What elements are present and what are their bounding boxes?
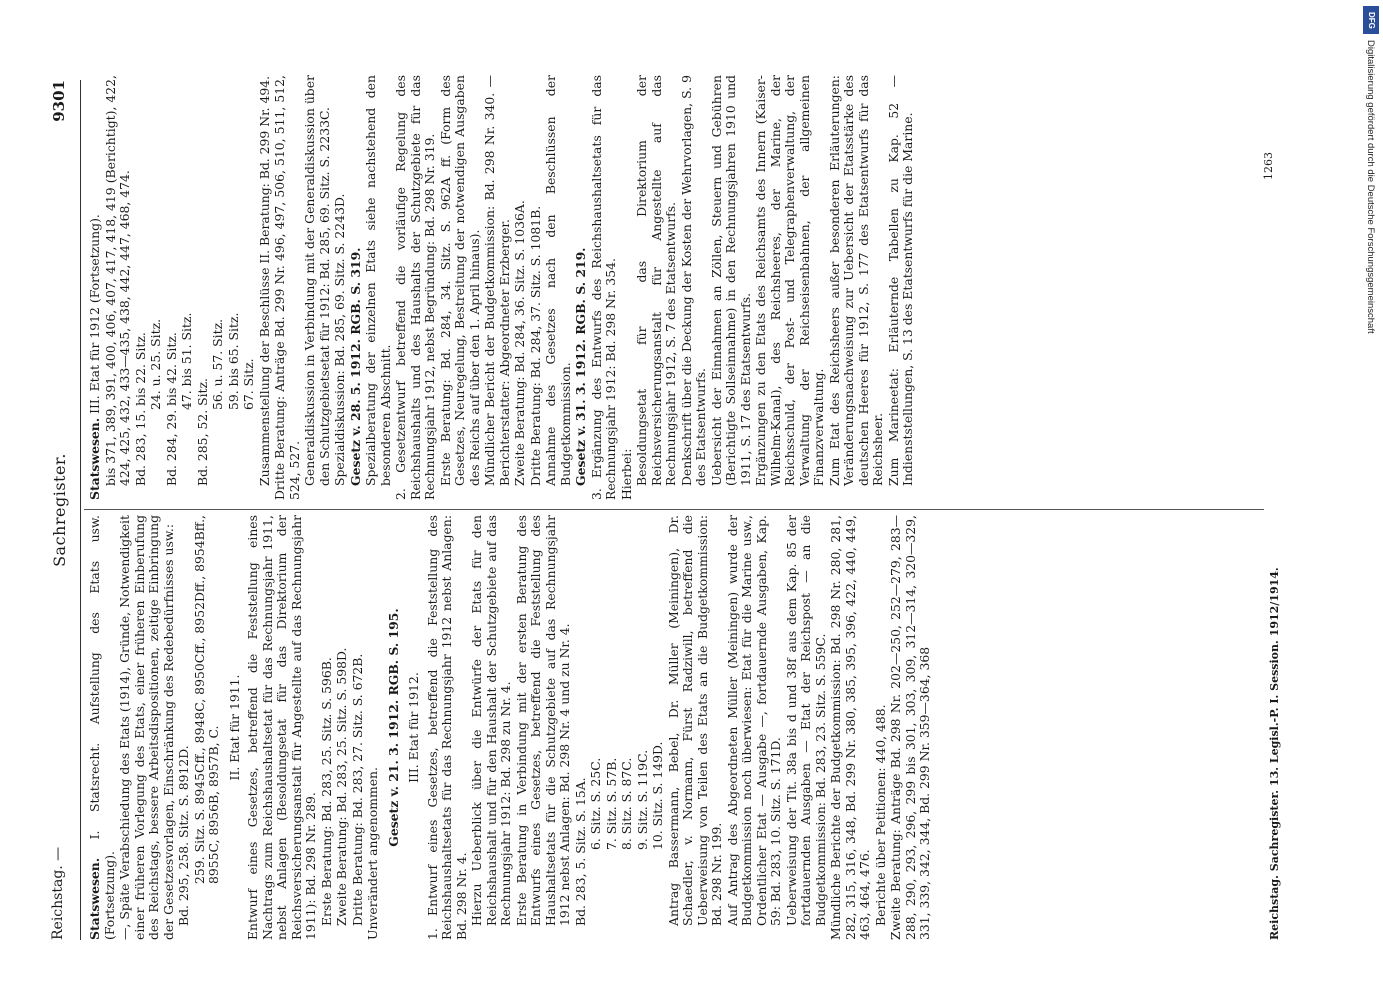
entry-keyword: Statswesen. [87, 857, 102, 940]
entry-line: Auf Antrag des Abgeordneten Müller (Meiningen) wurde der Budgetkommission noch überwiesen: Etat für die Marine usw., Ordentlicher Etat — Ausgabe —, fortdauernde Ausgaben, Kap. 59: Bd. 283, 10. Sitz. S. 171D. [724, 515, 783, 926]
entry-line: —, Späte Verabschiedung des Etats (1914), Gründe, Notwendigkeit einer früheren Vorlegung des Etats, einer früheren Einberufung des Reichstags, bessere Arbeitsdispositionen, zeitige Einbringung der Gesetzesvorlagen, Einschränkung des Redebedürfnisses usw.: [117, 515, 176, 940]
page-footer: Reichstag. Sachregister. 13. Legisl.-P. I. Session. 1912/1914. [1268, 567, 1281, 940]
entry-line: Unverändert angenommen. [365, 767, 380, 940]
entry-line: Generaldiskussion in Verbindung mit der Generaldiskussion über den Schutzgebietsetat für 1912: Bd. 285, 69. Sitz. S. 2233C. [302, 75, 332, 486]
entry-line: Annahme des Gesetzes nach den Beschlüssen der Budgetkommission. [543, 75, 573, 486]
entry-line: Erste Beratung: Bd. 283, 25. Sitz. S. 596B. [318, 657, 334, 926]
entry-line: Bd. 285, 52. Sitz. [194, 378, 210, 486]
entry-line: Zweite Beratung: Anträge Bd. 298 Nr. 202—250, 252—279, 283—288, 290, 293, 296, 299 bis 301, 303, 309, 312—314, 320—329, 331, 339, 342, 344, Bd. 299 Nr. 359—364, 368 [888, 515, 932, 940]
entry-line: Gesetz v. 28. 5. 1912. RGB. S. 319. [347, 247, 363, 486]
entry-line: Dritte Beratung: Bd. 283, 27. Sitz. S. 672B. [349, 653, 365, 926]
header-rule [80, 80, 81, 940]
entry-line: Denkschrift über die Deckung der Kosten der Wehrvorlagen, S. 9 des Etatsentwurfs. [678, 75, 708, 486]
entry-line [88, 75, 103, 500]
right-column [88, 75, 917, 500]
entry-line: Mündliche Berichte der Budgetkommission: Bd. 298 Nr. 280, 281, 282, 315, 316, 348, Bd. 299 Nr. 380, 385, 395, 396, 422, 440, 449, 463, 464, 476. [828, 515, 872, 940]
entry-line: 6. Sitz. S. 25C. [588, 757, 603, 850]
entry-line: Entwurf eines Gesetzes, betreffend die Feststellung eines Nachtrags zum Reichshaushaltsetat für das Rechnungsjahr 1911, nebst Anlagen (Besoldungsetat für das Direktorium der Reichsversicherungsanstalt für Angestellte auf das Rechnungsjahr 1911): Bd. 298 Nr. 289. [245, 515, 318, 940]
entry-line: 59. bis 65. Sitz. [225, 312, 241, 410]
page-number: 1263 [1262, 152, 1275, 180]
header-left: Reichstag. — [50, 846, 66, 940]
entry-line: II. Etat für 1911. [226, 674, 242, 781]
entry-line: 8. Sitz. S. 87C. [619, 757, 634, 850]
entry-line: Dritte Beratung: Bd. 284, 37. Sitz. S. 1081B. [527, 205, 543, 486]
entry-line: 56. u. 57. Sitz. [210, 318, 225, 410]
entry-line: Gesetz v. 31. 3. 1912. RGB. S. 219. [573, 247, 588, 486]
entry-line: 3. Ergänzung des Entwurfs des Reichshaushaltsetats für das Rechnungsjahr 1912: Bd. 298 Nr. 354. [588, 75, 618, 500]
entry-line: Antrag Bassermann, Bebel, Dr. Müller (Meiningen), Dr. Schaedler, v. Normann, Fürst Radziwill, betreffend die Ueberweisung von Teilen des Etats an die Budgetkommission: Bd. 298 Nr. 199. [665, 515, 724, 926]
entry-line: Bd. 283, 5. Sitz. S. 15A. [572, 777, 588, 926]
entry-line: 1. Entwurf eines Gesetzes, betreffend die Feststellung des Reichshaushaltsetats für das Rechnungsjahr 1912 nebst Anlagen: Bd. 298 Nr. 4. [424, 515, 469, 940]
entry-line: Bd. 284, 29. bis 42. Sitz. [163, 332, 179, 486]
digitization-stamp [1363, 6, 1379, 986]
entry-line: 9. Sitz. S. 119C. [634, 749, 650, 850]
entry-line: Zusammenstellung der Beschlüsse II. Beratung: Bd. 299 Nr. 494. [256, 75, 272, 486]
entry-line: 67. Sitz. [241, 358, 256, 410]
entry-line: Berichte über Petitionen: 440, 488. [872, 704, 888, 926]
header-page-number: 9301 [50, 80, 68, 122]
entry-line: Bd. 283, 15. bis 22. Sitz. [132, 332, 148, 486]
entry-line: Gesetz v. 21. 3. 1912. RGB. S. 195. [385, 608, 401, 847]
entry-line: 24. u. 25. Sitz. [148, 318, 163, 410]
page-header [50, 80, 80, 940]
entry-line: Zum Etat des Reichsheers außer besonderen Erläuterungen: Veränderungsnachweisung zur Uebersicht der Etatsstärke des deutschen Heeres für 1912, S. 177 des Etatsentwurfs für das Reichsheer. [826, 75, 885, 486]
dfg-logo: DFG [1363, 6, 1379, 34]
entry-line: Erste Beratung: Bd. 284, 34. Sitz. S. 962A ff. (Form des Gesetzes, Neuregelung, Bestreitung der notwendigen Ausgaben des Reichs auf über den 1. April hinaus). [437, 75, 482, 486]
entry-text: III. Etat für 1912 (Fortsetzung). [87, 214, 102, 418]
entry-line: Bd. 295, 258. Sitz. S. 8912D. [176, 745, 191, 926]
entry-line: Zweite Beratung: Bd. 283, 25. Sitz. S. 598D. [334, 647, 349, 926]
entry-line: Zum Marineetat: Erläuternde Tabellen zu Kap. 52 — Indienststellungen, S. 13 des Etatsentwurfs für die Marine. [885, 75, 915, 486]
entry-line: III. Etat für 1912. [406, 672, 421, 783]
entry-line: bis 371, 389, 391, 400, 406, 407, 417, 418, 419 (Berichtigt), 422, 424, 425, 432, 433—435, 438, 442, 447, 468, 474. [102, 75, 132, 486]
entry-line: Spezialberatung der einzelnen Etats siehe nachstehend den besonderen Abschnitt. [363, 75, 393, 486]
left-column [88, 515, 934, 940]
entry-line: 2. Gesetzentwurf betreffend die vorläufige Regelung des Reichshaushalts und des Haushalts der Schutzgebiete für das Rechnungsjahr 1912, nebst Begründung: Bd. 298 Nr. 319. [393, 75, 437, 500]
entry-line: Ergänzungen zu den Etats des Reichsamts des Innern (Kaiser-Wilhelm-Kanal), des Reichsheeres, der Marine, der Reichsschuld, der Post- und Telegraphenverwaltung, der Verwaltung der Reichseisenbahnen, der allgemeinen Finanzverwaltung. [753, 75, 826, 486]
entry-text: I. Statsrecht. Aufstellung des Etats usw. (Fortsetzung). [87, 515, 117, 940]
entry-line: Spezialdiskussion: Bd. 285, 69. Sitz. S. 2243D. [332, 193, 347, 486]
entry-line: Erste Beratung in Verbindung mit der ersten Beratung des Entwurfs eines Gesetzes, betreffend die Feststellung des Haushaltsetats für die Schutzgebiete auf das Rechnungsjahr 1912 nebst Anlagen: Bd. 298 Nr. 4 und zu Nr. 4. [513, 515, 572, 926]
entry-line: Ueberweisung der Tit. 38a bis d und 38f aus dem Kap. 85 der fortdauernden Ausgaben — Etat der Reichspost — an die Budgetkommission: Bd. 283, 23. Sitz. S. 559C. [783, 515, 828, 926]
entry-line: Hierzu Ueberblick über die Entwürfe der Etats für den Reichshaushalt und für den Haushalt der Schutzgebiete auf das Rechnungsjahr 1912: Bd. 298 zu Nr. 4. [469, 515, 513, 926]
entry-line: 10. Sitz. S. 149D. [650, 741, 665, 850]
entry-line: Dritte Beratung: Anträge Bd. 299 Nr. 496, 497, 506, 510, 511, 512, 524, 527. [272, 75, 302, 500]
stamp-text: Digitalisierung gefördert durch die Deutsche Forschungsgemeinschaft [1365, 40, 1376, 334]
entry-keyword: Statswesen. [87, 417, 102, 500]
entry-line: Zweite Beratung: Bd. 284, 36. Sitz. S. 1036A. [512, 200, 527, 486]
column-divider [84, 509, 1264, 510]
entry-line: Mündlicher Bericht der Budgetkommission: Bd. 298 Nr. 340. — Berichterstatter: Abgeordneter Erzberger. [482, 75, 512, 486]
entry-line: Besoldungsetat für das Direktorium der Reichsversicherungsanstalt für Angestellte auf das Rechnungsjahr 1912, S. 7 des Etatsentwurfs. [634, 75, 678, 486]
entry-line [88, 515, 117, 940]
entry-line: 7. Sitz. S. 57B. [603, 757, 619, 850]
entry-line: Uebersicht der Einnahmen an Zöllen, Steuern und Gebühren (Berichtigte Sollseinnahme) in den Rechnungsjahren 1910 und 1911, S. 17 des Etatsentwurfs. [708, 75, 753, 486]
header-title: Sachregister. [50, 453, 69, 567]
entry-line: Hierbei: [618, 448, 634, 500]
entry-line: 47. bis 51. Sitz. [179, 312, 194, 410]
entry-line: 259. Sitz. S. 8945Cff., 8948C, 8950Cff., 8952Dff., 8954Bff., 8955C, 8956B, 8957B, C. [191, 515, 221, 884]
